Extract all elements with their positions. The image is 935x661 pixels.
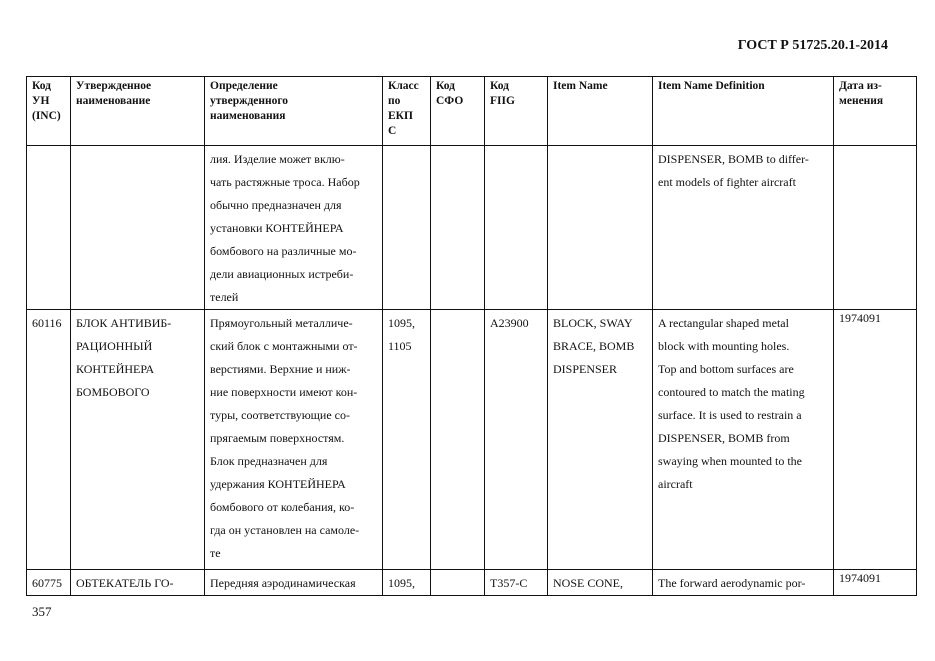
- table-row: [27, 310, 917, 570]
- cell-line: верстиями. Верхние и ниж-: [210, 362, 351, 376]
- header-line: УН: [32, 95, 50, 107]
- cell-name: [71, 310, 205, 570]
- cell-date: 1974091: [834, 570, 917, 596]
- header-line: утвержденного: [210, 95, 289, 107]
- cell-line: дели авиационных истреби-: [210, 267, 354, 281]
- cell-line: DISPENSER, BOMB to differ-: [658, 152, 809, 166]
- cell-date: 1974091: [834, 310, 917, 570]
- cell-line: бомбового от колебания, ко-: [210, 500, 355, 514]
- standard-number: ГОСТ Р 51725.20.1-2014: [737, 38, 888, 53]
- cell-sfo: [431, 570, 485, 596]
- cell-line: БЛОК АНТИВИБ-: [76, 316, 172, 330]
- column-header: [653, 77, 834, 146]
- cell-line: ский блок с монтажными от-: [210, 339, 358, 353]
- column-header: [383, 77, 431, 146]
- column-header: [205, 77, 383, 146]
- cell-line: гда он установлен на самоле-: [210, 523, 360, 537]
- cell-item-definition: [653, 570, 834, 596]
- cell-line: ние поверхности имеют кон-: [210, 385, 358, 399]
- cell-line: 1095,: [388, 316, 415, 330]
- header-line: наименование: [76, 95, 151, 107]
- cell-class: [383, 310, 431, 570]
- cell-definition: [205, 310, 383, 570]
- cell-line: The forward aerodynamic por-: [658, 576, 806, 590]
- cell-line: лия. Изделие может вклю-: [210, 152, 345, 166]
- header-line: СФО: [436, 95, 464, 107]
- table-body: [27, 146, 917, 596]
- cell-line: те: [210, 546, 221, 560]
- cell-line: Top and bottom surfaces are: [658, 362, 794, 376]
- cell-line: 1105: [388, 339, 412, 353]
- header-line: Утвержденное: [76, 80, 152, 92]
- cell-line: DISPENSER: [553, 362, 618, 376]
- cell-line: BLOCK, SWAY: [553, 316, 633, 330]
- cell-name: [71, 146, 205, 310]
- cell-line: обычно предназначен для: [210, 198, 342, 212]
- cell-line: Блок предназначен для: [210, 454, 328, 468]
- cell-definition: [205, 146, 383, 310]
- cell-sfo: [431, 310, 485, 570]
- cell-line: удержания КОНТЕЙНЕРА: [210, 477, 346, 491]
- cell-definition: [205, 570, 383, 596]
- header-line: Item Name Definition: [658, 80, 765, 92]
- cell-line: установки КОНТЕЙНЕРА: [210, 221, 344, 235]
- cell-inc: 60116: [27, 310, 71, 570]
- cell-line: BRACE, BOMB: [553, 339, 635, 353]
- header-line: ЕКП: [388, 110, 413, 122]
- cell-line: surface. It is used to restrain a: [658, 408, 802, 422]
- header-line: наименования: [210, 110, 286, 122]
- cell-inc: 60775: [27, 570, 71, 596]
- header-line: (INC): [32, 110, 61, 122]
- cell-line: A rectangular shaped metal: [658, 316, 789, 330]
- header-line: Код: [32, 80, 52, 92]
- cell-line: РАЦИОННЫЙ: [76, 339, 153, 353]
- header-line: Код: [436, 80, 456, 92]
- cell-line: ОБТЕКАТЕЛЬ ГО-: [76, 576, 174, 590]
- header-line: Определение: [210, 80, 278, 92]
- cell-line: чать растяжные троса. Набор: [210, 175, 360, 189]
- header-line: FIIG: [490, 95, 515, 107]
- column-header: [27, 77, 71, 146]
- cell-line: 1095,: [388, 576, 415, 590]
- header-line: Код: [490, 80, 510, 92]
- cell-inc: [27, 146, 71, 310]
- cell-line: бомбового на различные мо-: [210, 244, 357, 258]
- cell-line: прягаемым поверхностям.: [210, 431, 345, 445]
- header-line: Дата из-: [839, 80, 882, 92]
- header-line: С: [388, 125, 397, 137]
- cell-line: туры, соответствующие со-: [210, 408, 350, 422]
- table-row: [27, 146, 917, 310]
- cell-line: Прямоугольный металличе-: [210, 316, 353, 330]
- cell-line: Передняя аэродинамическая: [210, 576, 356, 590]
- column-header: [71, 77, 205, 146]
- column-header: [431, 77, 485, 146]
- cell-line: NOSE CONE,: [553, 576, 624, 590]
- cell-line: aircraft: [658, 477, 693, 491]
- cell-line: БОМБОВОГО: [76, 385, 150, 399]
- cell-line: block with mounting holes.: [658, 339, 790, 353]
- header-line: менения: [839, 95, 884, 107]
- cell-item-definition: [653, 310, 834, 570]
- header-line: по: [388, 95, 401, 107]
- cell-date: [834, 146, 917, 310]
- cell-line: КОНТЕЙНЕРА: [76, 362, 155, 376]
- column-header: [485, 77, 548, 146]
- cell-class: [383, 570, 431, 596]
- cell-item-name: [548, 146, 653, 310]
- header-line: Item Name: [553, 80, 608, 92]
- table-header-row: [27, 77, 917, 146]
- page-number: 357: [32, 604, 52, 619]
- column-header: [834, 77, 917, 146]
- header-line: Класс: [388, 80, 419, 92]
- cell-sfo: [431, 146, 485, 310]
- column-header: [548, 77, 653, 146]
- cell-class: [383, 146, 431, 310]
- cell-fiig: A23900: [485, 310, 548, 570]
- cell-line: swaying when mounted to the: [658, 454, 802, 468]
- cell-item-name: [548, 310, 653, 570]
- cell-fiig: T357-C: [485, 570, 548, 596]
- nomenclature-table: [26, 76, 917, 596]
- cell-name: [71, 570, 205, 596]
- cell-line: contoured to match the mating: [658, 385, 805, 399]
- cell-fiig: [485, 146, 548, 310]
- cell-line: телей: [210, 290, 239, 304]
- cell-line: ent models of fighter aircraft: [658, 175, 796, 189]
- cell-item-definition: [653, 146, 834, 310]
- cell-item-name: [548, 570, 653, 596]
- table-row: [27, 570, 917, 596]
- cell-line: DISPENSER, BOMB from: [658, 431, 790, 445]
